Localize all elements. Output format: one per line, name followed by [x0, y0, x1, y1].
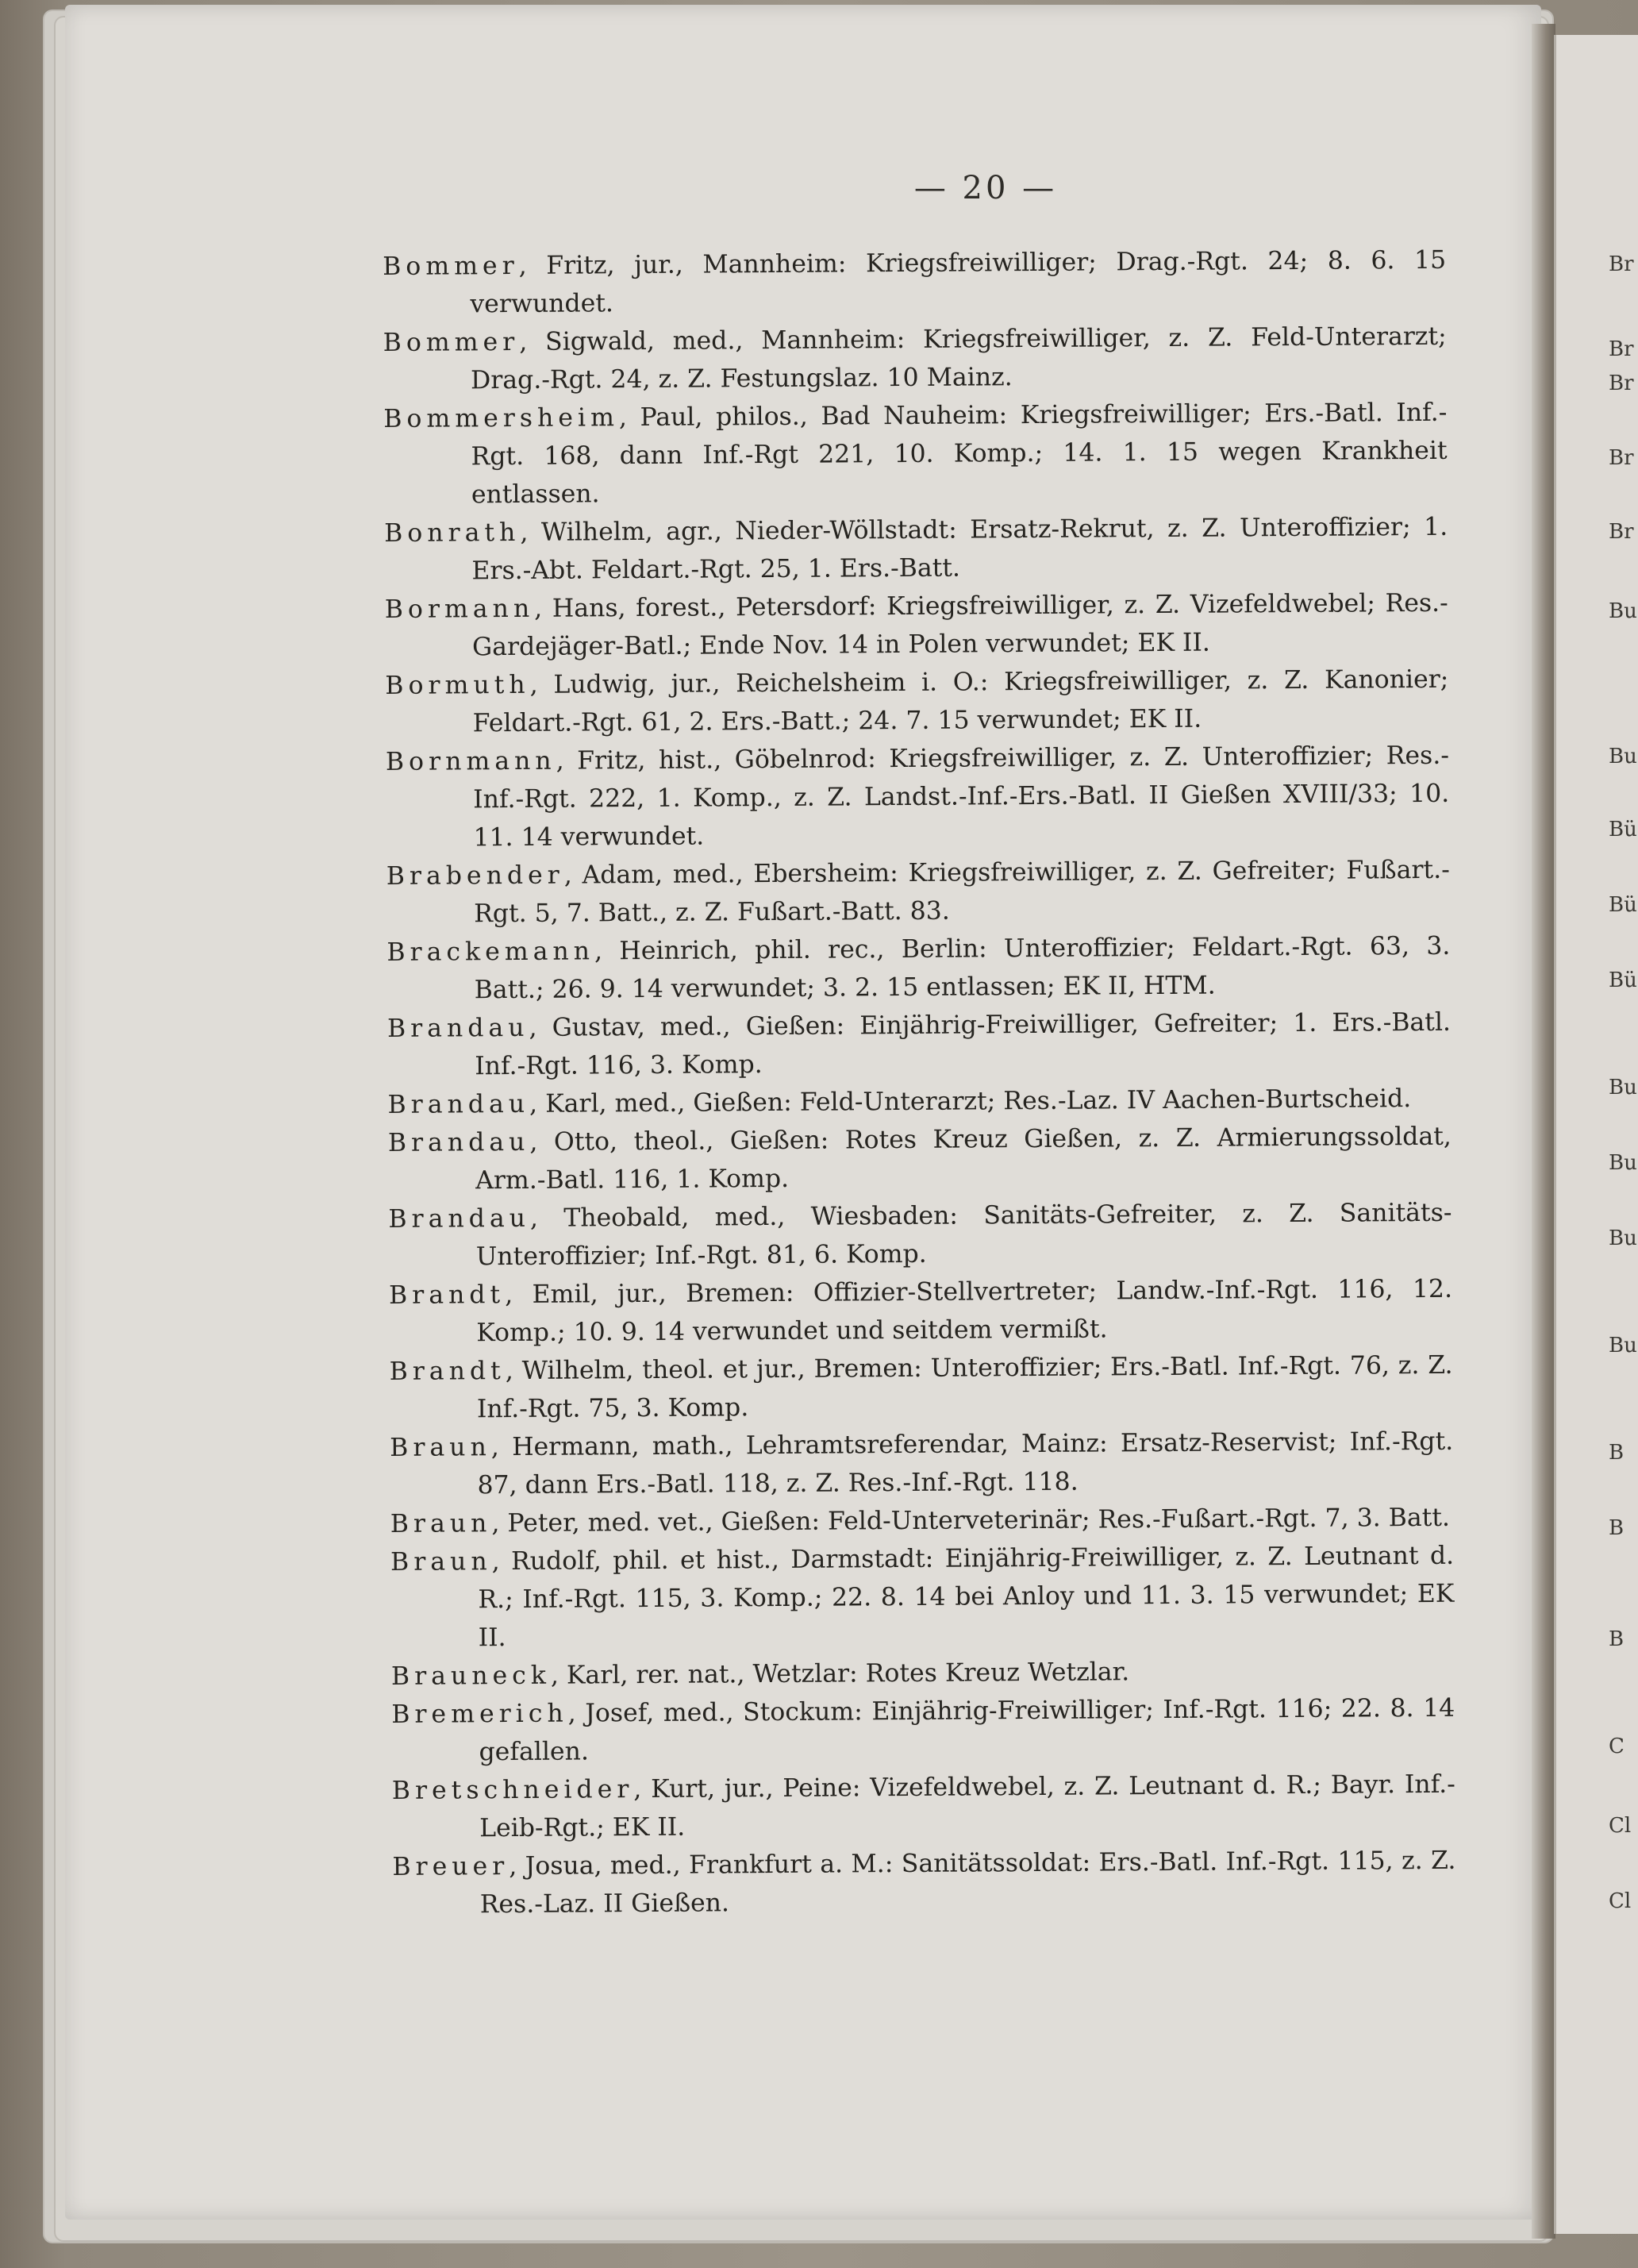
entry-surname: Brabender — [386, 861, 564, 891]
entry — [392, 1765, 1456, 1848]
facing-page-edge — [1554, 35, 1638, 2234]
entry-surname: Brandau — [387, 1127, 530, 1157]
facing-page-fragment: Bu — [1609, 1151, 1637, 1175]
facing-page-fragment: Bu — [1609, 1076, 1637, 1099]
entry — [385, 660, 1449, 743]
facing-page-fragment: Bu — [1609, 1226, 1637, 1250]
entry — [386, 927, 1451, 1010]
facing-page-fragment: Br — [1609, 372, 1634, 395]
entry-details: , Karl, rer. nat., Wetzlar: Rotes Kreuz Wetzlar. — [550, 1658, 1130, 1690]
entry-details: , Ludwig, jur., Reichelsheim i. O.: Kriegsfreiwilliger, z. Z. Kanonier; Feldart.-Rgt. 61, 2. Ers.-Batt.; 24. 7. 15 verwundet; EK II. — [472, 664, 1449, 738]
facing-page-fragment: Br — [1609, 446, 1634, 470]
entry-details: , Adam, med., Ebersheim: Kriegsfreiwilliger, z. Z. Gefreiter; Fußart.-Rgt. 5, 7. Batt., z. Z. Fußart.-Batt. 83. — [474, 855, 1450, 929]
facing-page-fragment: Bu — [1609, 1334, 1637, 1357]
entry — [390, 1537, 1455, 1658]
entry-surname: Bretschneider — [391, 1775, 634, 1805]
entry — [389, 1270, 1453, 1353]
entry-details: , Kurt, jur., Peine: Vizefeldwebel, z. Z. Leutnant d. R.; Bayr. Inf.-Leib-Rgt.; EK II. — [479, 1769, 1455, 1843]
entry-details: , Fritz, hist., Göbelnrod: Kriegsfreiwilliger, z. Z. Unteroffizier; Res.-Inf.-Rgt. 222, 1. Komp., z. Z. Landst.-Inf.-Ers.-Batl. II Gießen XVIII/33; 10. 11. 14 verwundet. — [473, 741, 1450, 853]
entry — [392, 1842, 1456, 1924]
entry-details: , Sigwald, med., Mannheim: Kriegsfreiwilliger, z. Z. Feld-Unterarzt; Drag.-Rgt. 24, z. Z. Festungslaz. 10 Mainz. — [470, 322, 1447, 395]
facing-page-fragment: Br — [1609, 252, 1634, 276]
entry-surname: Brandt — [388, 1280, 506, 1310]
entry-details: , Wilhelm, theol. et jur., Bremen: Unteroffizier; Ers.-Batl. Inf.-Rgt. 76, z. Z. Inf.-Rgt. 75, 3. Komp. — [476, 1350, 1453, 1424]
entry-surname: Bormann — [384, 594, 535, 624]
entry-details: , Wilhelm, agr., Nieder-Wöllstadt: Ersatz-Rekrut, z. Z. Unteroffizier; 1. Ers.-Abt. Feldart.-Rgt. 25, 1. Ers.-Batt. — [471, 512, 1448, 586]
entry — [383, 241, 1447, 324]
entry-details: , Heinrich, phil. rec., Berlin: Unteroffizier; Feldart.-Rgt. 63, 3. Batt.; 26. 9. 14 verwundet; 3. 2. 15 entlassen; EK II, HTM. — [474, 931, 1451, 1005]
entry-surname: Braun — [390, 1509, 492, 1538]
entry-surname: Brauneck — [390, 1661, 552, 1691]
entry-surname: Bommer — [383, 327, 520, 357]
entry-surname: Bommersheim — [383, 403, 620, 433]
entry-list — [383, 241, 1456, 1924]
facing-page-fragment: B — [1609, 1516, 1625, 1540]
facing-page-fragment: Bu — [1609, 599, 1637, 623]
facing-page-fragment: B — [1609, 1441, 1625, 1465]
entry-details: , Paul, philos., Bad Nauheim: Kriegsfreiwilliger; Ers.-Batl. Inf.-Rgt. 168, dann Inf.-Rgt 221, 10. Komp.; 14. 1. 15 wegen Krankheit entlassen. — [471, 398, 1448, 510]
facing-page-fragment: Bü — [1609, 968, 1637, 992]
entry — [384, 508, 1448, 591]
entry — [385, 584, 1449, 667]
entry-surname: Bommer — [383, 251, 519, 281]
entry-details: , Otto, theol., Gießen: Rotes Kreuz Gießen, z. Z. Armierungssoldat, Arm.-Batl. 116, 1. Komp. — [475, 1122, 1452, 1196]
facing-page-fragment: Br — [1609, 337, 1634, 361]
facing-page-fragment: Bü — [1609, 818, 1637, 841]
entry-details: , Karl, med., Gießen: Feld-Unterarzt; Res.-Laz. IV Aachen-Burtscheid. — [529, 1084, 1412, 1119]
entry-surname: Breuer — [392, 1852, 509, 1881]
entry-surname: Bonrath — [384, 518, 521, 548]
entry-details: , Hans, forest., Petersdorf: Kriegsfreiwilliger, z. Z. Vizefeldwebel; Res.-Gardejäger-Batl.; Ende Nov. 14 in Polen verwundet; EK II. — [471, 588, 1448, 662]
entry-surname: Braun — [390, 1547, 492, 1577]
facing-page-fragment: Bu — [1609, 745, 1637, 768]
facing-page-fragment: Bü — [1609, 893, 1637, 917]
entry — [386, 851, 1451, 934]
entry-surname: Bremerich — [391, 1699, 568, 1729]
facing-page-fragment: Cl — [1609, 1889, 1632, 1913]
entry — [390, 1499, 1454, 1543]
entry-surname: Brandt — [389, 1357, 506, 1386]
entry — [388, 1194, 1452, 1276]
entry-surname: Brackemann — [386, 937, 595, 967]
entry — [391, 1689, 1455, 1772]
facing-page-fragment: B — [1609, 1627, 1625, 1651]
facing-page-fragment: C — [1609, 1735, 1625, 1758]
entry-details: , Josua, med., Frankfurt a. M.: Sanitätssoldat: Ers.-Batl. Inf.-Rgt. 115, z. Z. Res.-Laz. II Gießen. — [479, 1846, 1456, 1920]
entry-details: , Gustav, med., Gießen: Einjährig-Freiwilliger, Gefreiter; 1. Ers.-Batl. Inf.-Rgt. 116, 3. Komp. — [475, 1007, 1452, 1081]
entry — [390, 1346, 1454, 1429]
entry-details: , Rudolf, phil. et hist., Darmstadt: Einjährig-Freiwilliger, z. Z. Leutnant d. R.; Inf.-Rgt. 115, 3. Komp.; 22. 8. 14 bei Anloy und 11. 3. 15 verwundet; EK II. — [478, 1541, 1455, 1653]
entry-surname: Brandau — [388, 1203, 531, 1234]
entry-details: , Josef, med., Stockum: Einjährig-Freiwilliger; Inf.-Rgt. 116; 22. 8. 14 gefallen. — [479, 1693, 1455, 1767]
page-number: — 20 — — [913, 170, 1058, 206]
entry-surname: Brandau — [387, 1089, 530, 1119]
entry — [390, 1423, 1454, 1505]
entry-surname: Bormuth — [385, 670, 530, 700]
entry — [387, 1080, 1451, 1124]
entry-surname: Brandau — [386, 1013, 529, 1043]
facing-page-fragment: Br — [1609, 520, 1634, 544]
entry-surname: Braun — [390, 1433, 491, 1462]
entry — [383, 318, 1448, 400]
entry — [383, 394, 1448, 514]
entry — [386, 737, 1450, 857]
entry — [391, 1651, 1455, 1696]
entry-surname: Bornmann — [385, 746, 556, 776]
entry — [387, 1003, 1452, 1086]
entry-details: , Peter, med. vet., Gießen: Feld-Unterveterinär; Res.-Fußart.-Rgt. 7, 3. Batt. — [491, 1503, 1451, 1538]
facing-page-fragment: Cl — [1609, 1814, 1632, 1838]
book-gutter — [1532, 24, 1555, 2239]
entry-details: , Hermann, math., Lehramtsreferendar, Mainz: Ersatz-Reservist; Inf.-Rgt. 87, dann Ers.-Batl. 118, z. Z. Res.-Inf.-Rgt. 118. — [477, 1427, 1454, 1500]
entry-details: , Theobald, med., Wiesbaden: Sanitäts-Gefreiter, z. Z. Sanitäts-Unteroffizier; Inf.-Rgt. 81, 6. Komp. — [475, 1198, 1452, 1272]
entry — [388, 1118, 1452, 1200]
entry-details: , Fritz, jur., Mannheim: Kriegsfreiwilliger; Drag.-Rgt. 24; 8. 6. 15 verwundet. — [470, 245, 1447, 319]
entry-details: , Emil, jur., Bremen: Offizier-Stellvertreter; Landw.-Inf.-Rgt. 116, 12. Komp.; 10. 9. 14 verwundet und seitdem vermißt. — [476, 1274, 1453, 1348]
